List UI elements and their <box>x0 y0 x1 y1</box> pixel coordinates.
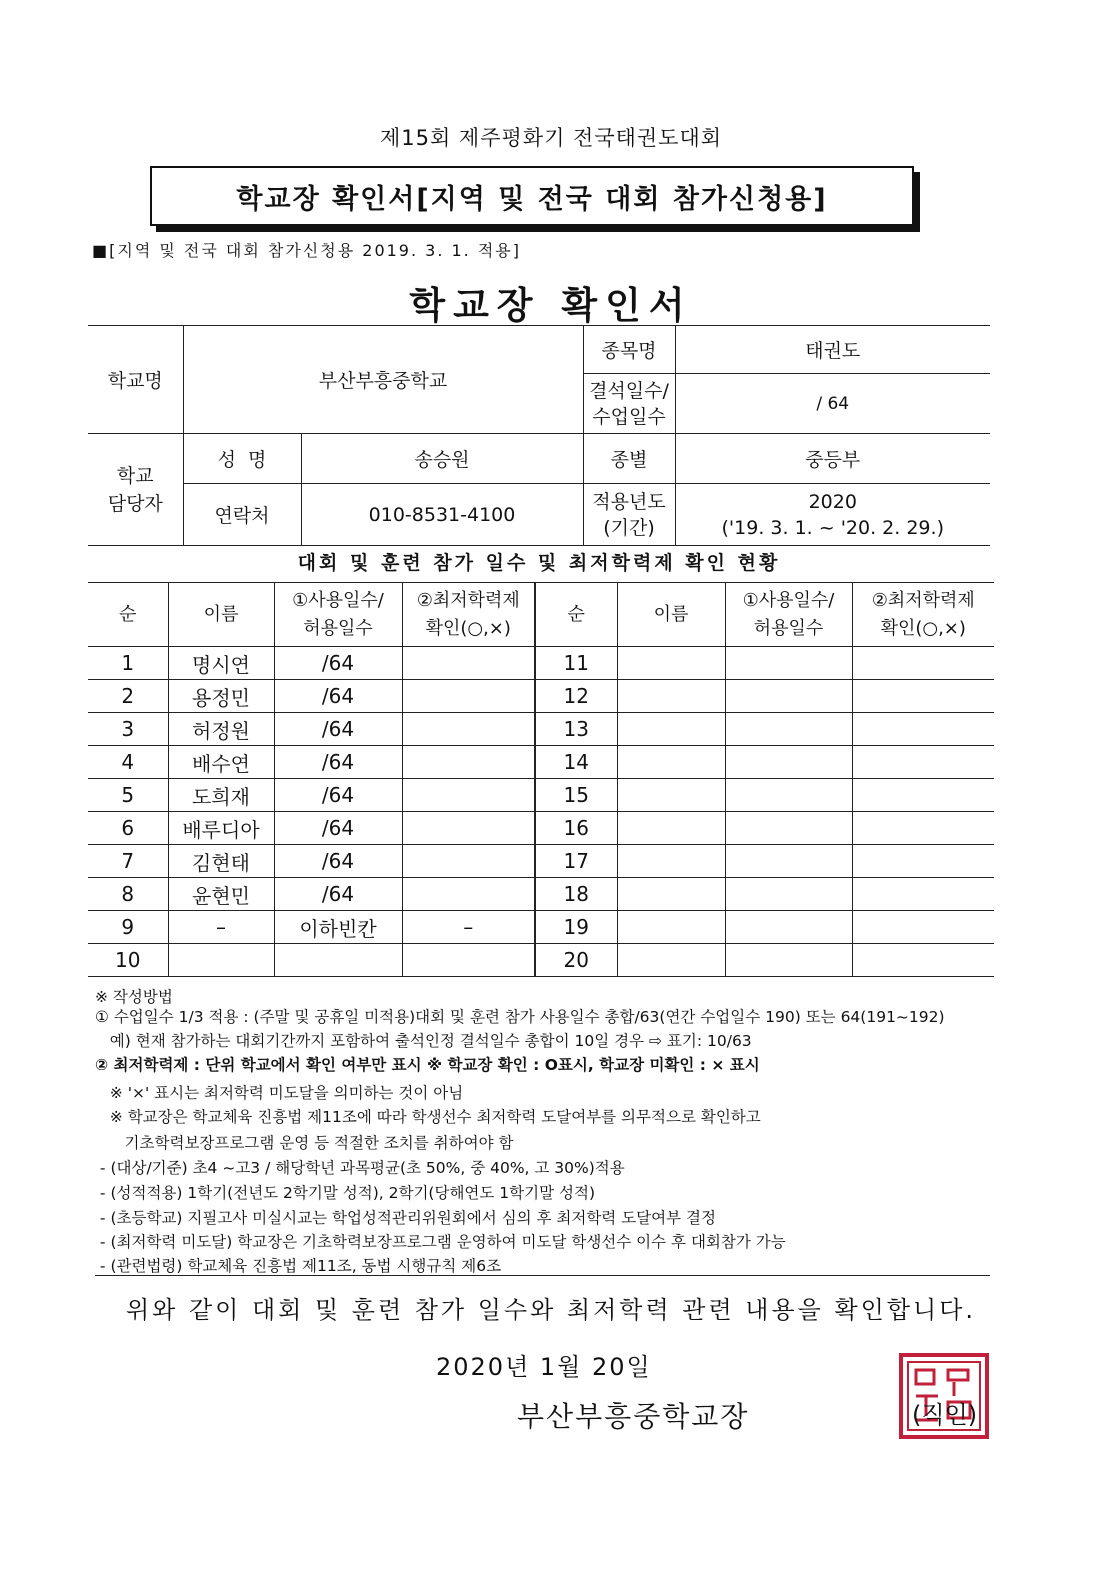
roster-cell-min <box>402 647 535 680</box>
roster-cell-min <box>402 746 535 779</box>
roster-cell-days: /64 <box>274 845 402 878</box>
roster-table <box>88 582 994 977</box>
name-label: 성 명 <box>183 434 301 484</box>
roster-cell-no: 1 <box>88 647 168 680</box>
event-title: 제15회 제주평화기 전국태권도대회 <box>379 126 723 150</box>
roster-cell-days <box>725 746 852 779</box>
absence-label <box>583 374 675 434</box>
roster-cell-name: 배수연 <box>168 746 274 779</box>
header-min <box>402 583 535 647</box>
roster-cell-no: 19 <box>535 911 617 944</box>
roster-title: 대회 및 훈련 참가 일수 및 최저학력제 확인 현황 <box>297 552 781 574</box>
header-min-line2: 확인(○,×) <box>425 617 511 639</box>
guide-line: - (관련법령) 학교체육 진흥법 제11조, 동법 시행규칙 제6조 <box>95 1257 502 1275</box>
roster-cell-name <box>617 878 725 911</box>
sport-label: 종목명 <box>583 326 675 374</box>
roster-cell-min <box>852 746 994 779</box>
absence-value: / 64 <box>675 374 990 434</box>
roster-cell-min <box>852 680 994 713</box>
header-name-2: 이름 <box>617 583 725 647</box>
header-min-line1: ②최저학력제 <box>416 589 520 611</box>
roster-cell-no: 11 <box>535 647 617 680</box>
roster-cell-no: 13 <box>535 713 617 746</box>
roster-cell-days: 이하빈칸 <box>274 911 402 944</box>
roster-cell-days <box>725 779 852 812</box>
roster-cell-min <box>402 713 535 746</box>
header-days-line2: 허용일수 <box>303 617 373 639</box>
roster-cell-name <box>617 812 725 845</box>
guide-line: - (초등학교) 지필고사 미실시교는 학업성적관리위원회에서 심의 후 최저학력 도달여부 결정 <box>95 1209 716 1227</box>
guide-line: ① 수업일수 1/3 적용 : (주말 및 공휴일 미적용)대회 및 훈련 참가 사용일수 총합/63(연간 수업일수 190) 또는 64(191~192) <box>95 1008 945 1026</box>
roster-row <box>88 911 994 944</box>
roster-cell-min <box>852 911 994 944</box>
roster-cell-no: 16 <box>535 812 617 845</box>
roster-cell-min <box>852 713 994 746</box>
roster-cell-min <box>402 845 535 878</box>
header-days-2-line1: ①사용일수/ <box>742 589 835 611</box>
roster-cell-name: 윤현민 <box>168 878 274 911</box>
roster-row <box>88 680 994 713</box>
roster-cell-name <box>617 647 725 680</box>
school-name-value: 부산부흥중학교 <box>183 326 583 434</box>
roster-cell-days: /64 <box>274 713 402 746</box>
absence-label-line2: 수업일수 <box>592 405 666 428</box>
roster-cell-name: 김현태 <box>168 845 274 878</box>
name-value: 송승원 <box>301 434 583 484</box>
roster-cell-days: /64 <box>274 779 402 812</box>
roster-cell-min <box>402 944 535 977</box>
header-min-2 <box>852 583 994 647</box>
roster-cell-name <box>617 680 725 713</box>
roster-cell-no: 7 <box>88 845 168 878</box>
roster-cell-no: 8 <box>88 878 168 911</box>
roster-cell-days: /64 <box>274 746 402 779</box>
contact-label: 연락처 <box>183 484 301 546</box>
roster-cell-days: /64 <box>274 680 402 713</box>
roster-cell-name <box>617 944 725 977</box>
header-no: 순 <box>88 583 168 647</box>
roster-cell-days: /64 <box>274 812 402 845</box>
header-name: 이름 <box>168 583 274 647</box>
roster-cell-no: 2 <box>88 680 168 713</box>
roster-cell-days: /64 <box>274 647 402 680</box>
guide-line: ※ '×' 표시는 최저학력 미도달을 의미하는 것이 아님 <box>95 1084 464 1102</box>
manager-label <box>88 434 183 546</box>
header-min-2-line1: ②최저학력제 <box>871 589 975 611</box>
roster-cell-min <box>852 647 994 680</box>
guide-line: 기초학력보장프로그램 운영 등 적절한 조치를 취하여야 함 <box>95 1134 514 1152</box>
manager-label-line1: 학교 <box>116 464 154 487</box>
roster-row <box>88 746 994 779</box>
form-note: ■[지역 및 전국 대회 참가신청용 2019. 3. 1. 적용] <box>92 241 522 260</box>
guide-line: - (최저학력 미도달) 학교장은 기초학력보장프로그램 운영하여 미도달 학생선수 이수 후 대회참가 가능 <box>95 1233 786 1251</box>
roster-row <box>88 812 994 845</box>
guide-line: ※ 작성방법 <box>95 988 173 1006</box>
roster-cell-no: 5 <box>88 779 168 812</box>
roster-cell-name <box>168 944 274 977</box>
school-info-table <box>88 325 990 546</box>
roster-cell-min <box>852 878 994 911</box>
header-no-2: 순 <box>535 583 617 647</box>
contact-value: 010-8531-4100 <box>301 484 583 546</box>
roster-row <box>88 713 994 746</box>
roster-cell-days <box>725 911 852 944</box>
roster-row <box>88 845 994 878</box>
school-name-label: 학교명 <box>88 326 183 434</box>
manager-label-line2: 담당자 <box>107 492 163 515</box>
roster-row <box>88 878 994 911</box>
year-label-line2: (기간) <box>603 516 655 539</box>
absence-label-line1: 결석일수/ <box>589 379 669 402</box>
roster-cell-days <box>725 680 852 713</box>
year-label <box>583 484 675 546</box>
principal-name: 부산부흥중학교장 <box>517 1400 750 1433</box>
roster-cell-days: /64 <box>274 878 402 911</box>
roster-cell-min <box>402 680 535 713</box>
roster-cell-no: 14 <box>535 746 617 779</box>
roster-cell-days <box>725 845 852 878</box>
roster-cell-no: 15 <box>535 779 617 812</box>
roster-cell-min <box>852 944 994 977</box>
issue-date: 2020년 1월 20일 <box>436 1353 652 1381</box>
roster-cell-no: 12 <box>535 680 617 713</box>
roster-cell-days <box>725 812 852 845</box>
roster-row <box>88 944 994 977</box>
roster-cell-min <box>852 812 994 845</box>
header-days-2 <box>725 583 852 647</box>
roster-cell-no: 17 <box>535 845 617 878</box>
guide-line: - (성적적용) 1학기(전년도 2학기말 성적), 2학기(당해연도 1학기말 성적) <box>95 1184 595 1202</box>
roster-cell-no: 6 <box>88 812 168 845</box>
roster-cell-no: 3 <box>88 713 168 746</box>
roster-cell-min <box>852 845 994 878</box>
guide-line: ※ 학교장은 학교체육 진흥법 제11조에 따라 학생선수 최저학력 도달여부를 의무적으로 확인하고 <box>95 1108 761 1126</box>
header-days <box>274 583 402 647</box>
year-value <box>675 484 990 546</box>
guide-line: 예) 현재 참가하는 대회기간까지 포함하여 출석인정 결석일수 총합이 10일 경우 ⇨ 표기: 10/63 <box>95 1032 752 1050</box>
roster-cell-min <box>852 779 994 812</box>
roster-cell-days <box>725 878 852 911</box>
confirm-statement: 위와 같이 대회 및 훈련 참가 일수와 최저학력 관련 내용을 확인합니다. <box>125 1296 977 1324</box>
document-title: 학교장 확인서 <box>409 284 693 327</box>
roster-cell-no: 4 <box>88 746 168 779</box>
sport-value: 태권도 <box>675 326 990 374</box>
roster-cell-min: – <box>402 911 535 944</box>
roster-cell-name: 허정원 <box>168 713 274 746</box>
roster-cell-name <box>617 911 725 944</box>
roster-cell-min <box>402 812 535 845</box>
roster-cell-name: 명시연 <box>168 647 274 680</box>
roster-cell-no: 20 <box>535 944 617 977</box>
header-min-2-line2: 확인(○,×) <box>880 617 966 639</box>
roster-cell-days <box>725 647 852 680</box>
guide-line: ② 최저학력제 : 단위 학교에서 확인 여부만 표시 ※ 학교장 확인 : O표시, 학교장 미확인 : × 표시 <box>95 1056 760 1074</box>
roster-row <box>88 647 994 680</box>
form-title: 학교장 확인서[지역 및 전국 대회 참가신청용] <box>150 166 914 226</box>
header-days-line1: ①사용일수/ <box>292 589 384 611</box>
roster-cell-name <box>617 746 725 779</box>
roster-cell-days <box>274 944 402 977</box>
roster-cell-no: 10 <box>88 944 168 977</box>
guide-line: - (대상/기준) 초4 ~고3 / 해당학년 과목평균(초 50%, 중 40%, 고 30%)적용 <box>95 1159 625 1177</box>
roster-cell-name: 배루디아 <box>168 812 274 845</box>
divider <box>95 1275 990 1276</box>
year-value-year: 2020 <box>808 490 857 513</box>
roster-row <box>88 779 994 812</box>
roster-cell-name <box>617 779 725 812</box>
year-label-line1: 적용년도 <box>592 490 666 513</box>
roster-cell-name <box>617 713 725 746</box>
roster-cell-min <box>402 779 535 812</box>
roster-cell-name: 용정민 <box>168 680 274 713</box>
seal-label: (직인) <box>912 1401 978 1429</box>
roster-cell-name <box>617 845 725 878</box>
roster-cell-min <box>402 878 535 911</box>
roster-cell-no: 18 <box>535 878 617 911</box>
roster-cell-days <box>725 713 852 746</box>
roster-cell-days <box>725 944 852 977</box>
year-value-period: ('19. 3. 1. ~ '20. 2. 29.) <box>721 516 944 539</box>
roster-cell-name: 도희재 <box>168 779 274 812</box>
roster-cell-name: – <box>168 911 274 944</box>
division-label: 종별 <box>583 434 675 484</box>
roster-cell-no: 9 <box>88 911 168 944</box>
division-value: 중등부 <box>675 434 990 484</box>
header-days-2-line2: 허용일수 <box>753 617 824 639</box>
